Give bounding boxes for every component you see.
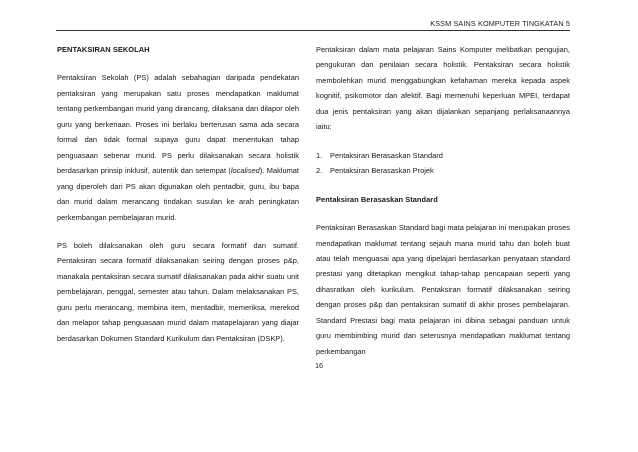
left-column bbox=[57, 42, 299, 346]
list-item-number: 2. bbox=[316, 166, 323, 176]
paragraph-pentaksiran-standard: Pentaksiran Berasaskan Standard bagi mata pelajaran ini merupakan proses mendapatkan maklumat tentang sejauh mana murid tahu dan boleh buat atau telah menguasai apa yang dipelajari berdasarkan penyataan standard prestasi yang ditetapkan mengikut tahap-tahap pencapaian seperti yang dihasratkan oleh kurikulum. Pentaksiran formatif dilaksanakan seiring dengan proses p&p dan pentaksiran sumatif di akhir proses pembelajaran. Standard Prestasi bagi mata pelajaran ini dibina sebagai panduan untuk guru membimbing murid dan seterusnya mendapatkan maklumat tentang perkembangan bbox=[316, 223, 570, 356]
paragraph-ps-part-b: ). Maklumat yang diperoleh dari PS akan digunakan oleh pentadbir, guru, ibu bapa dan murid dalam merancang tindakan susulan ke arah peningkatan perkembangan pembelajaran murid. bbox=[57, 166, 299, 222]
section-heading-pentaksiran-sekolah: PENTAKSIRAN SEKOLAH bbox=[57, 45, 150, 54]
section-heading-pentaksiran-standard: Pentaksiran Berasaskan Standard bbox=[316, 194, 438, 204]
paragraph-ps-formatif-sumatif: PS boleh dilaksanakan oleh guru secara formatif dan sumatif. Pentaksiran secara formatif dilaksanakan seiring dengan proses p&p, manakala pentaksiran secara sumatif dilaksanakan pada akhir suatu unit pembelajaran, penggal, semester atau tahun. Dalam melaksanakan PS, guru perlu merancang, membina item, mentadbir, memeriksa, merekod dan melapor tahap penguasaan murid dalam matapelajaran yang diajar berdasarkan Dokumen Standard Kurikulum dan Pentaksiran (DSKP). bbox=[57, 240, 299, 343]
header-rule bbox=[56, 30, 570, 31]
list-item-text: Pentaksiran Berasaskan Projek bbox=[330, 166, 434, 176]
paragraph-ps-definition bbox=[57, 70, 299, 225]
assessment-type-list bbox=[316, 148, 570, 179]
list-item-text: Pentaksiran Berasaskan Standard bbox=[330, 150, 443, 160]
running-header: KSSM SAINS KOMPUTER TINGKATAN 5 bbox=[430, 19, 570, 28]
page-number: 16 bbox=[314, 361, 324, 370]
italic-term-localised: localised bbox=[230, 166, 260, 176]
list-item-number: 1. bbox=[316, 150, 323, 160]
paragraph-ps-part-a: Pentaksiran Sekolah (PS) adalah sebahagian daripada pendekatan pentaksiran yang merupakan satu proses mendapatkan maklumat tentang perkembangan murid yang dirancang, dilaksana dan dilapor oleh guru yang berkenaan. Proses ini berlaku berterusan sama ada secara formal dan tidak formal supaya guru dapat menentukan tahap penguasaan sebenar murid. PS perlu dilaksanakan secara holistik berdasarkan prinsip inklusif, autentik dan setempat ( bbox=[57, 73, 299, 176]
list-item bbox=[316, 163, 570, 178]
list-item bbox=[316, 148, 570, 163]
right-column bbox=[316, 42, 570, 359]
paragraph-pentaksiran-holistik: Pentaksiran dalam mata pelajaran Sains Komputer melibatkan pengujian, pengukuran dan penilaian secara holistik. Pentaksiran secara holistik membolehkan murid menggabungkan kefahaman mereka kepada aspek kognitif, psikomotor dan afektif. Bagi memenuhi keperluan MPEI, terdapat dua jenis pentaksiran yang akan dijalankan sepanjang perlaksanaannya iaitu: bbox=[316, 45, 570, 132]
